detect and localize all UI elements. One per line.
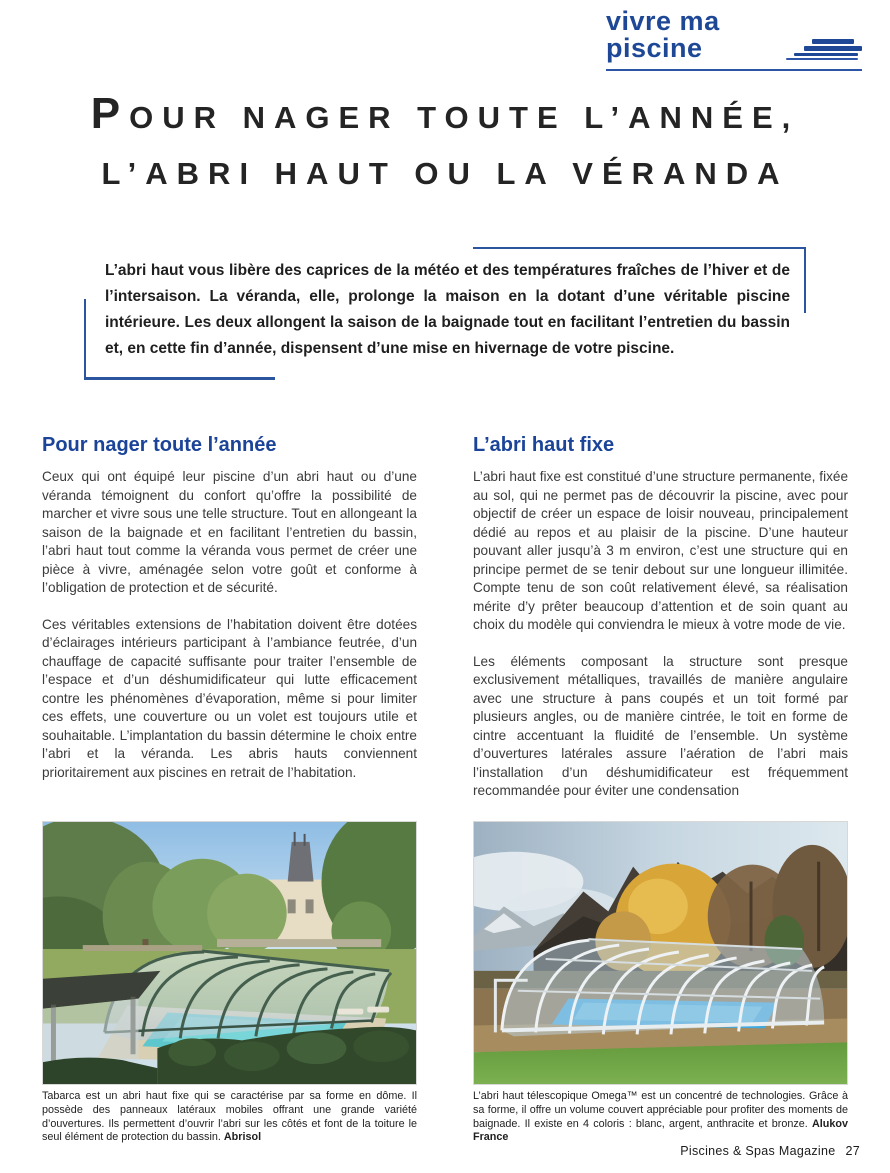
column-left bbox=[42, 432, 417, 819]
figure-left-brand: Abrisol bbox=[223, 1131, 262, 1144]
logo-underline bbox=[606, 69, 862, 71]
column-right bbox=[473, 432, 848, 819]
magazine-name: Piscines & Spas Magazine bbox=[680, 1144, 836, 1158]
figure-right-brand: Alukov France bbox=[473, 1117, 848, 1144]
intro-text: L’abri haut vous libère des caprices de la météo et des températures fraîches de l’hiver et de l’intersaison. La véranda, elle, prolonge la maison en la dotant d’une véritable piscine intérieure. Les deux allongent la saison de la baignade tout en facilitant l’entretien du bassin et, en cette fin d’année, dispensent d’une mise en hivernage de votre piscine. bbox=[105, 262, 790, 357]
article-title-line2: L’ABRI HAUT OU LA VÉRANDA bbox=[101, 156, 789, 191]
figure-right bbox=[473, 821, 848, 1145]
figure-left-caption bbox=[42, 1090, 417, 1145]
intro-block bbox=[84, 247, 806, 378]
right-column-paragraph-1: L’abri haut fixe est constitué d’une structure permanente, fixée au sol, qui ne permet pas de découvrir la piscine, avec pour objectif de créer un espace de loisir nouveau, principalement dédié au repos et au plaisir de la piscine. D’une hauteur pouvant aller jusqu’à 3 m environ, c’est une structure qui en principe permet de se tenir debout sur une longueur illimitée. Compte tenu de son coût relativement élevé, sa réalisation mérite d’y prêter beaucoup d’attention et de soin quant au choix du modèle qui conviendra le mieux à votre mode de vie. bbox=[473, 469, 848, 632]
magazine-logo bbox=[606, 8, 862, 71]
logo-wordmark: vivre ma piscine bbox=[606, 6, 720, 63]
right-column-heading: L’abri haut fixe bbox=[473, 434, 615, 456]
telescopic-pool-enclosure-photo bbox=[473, 821, 848, 1085]
wave-lines-icon bbox=[795, 35, 862, 65]
dome-pool-enclosure-photo bbox=[42, 821, 417, 1085]
page-number: 27 bbox=[845, 1144, 860, 1158]
left-column-heading: Pour nager toute l’année bbox=[42, 434, 277, 456]
figure-right-caption bbox=[473, 1090, 848, 1145]
figure-right-caption-text: L’abri haut télescopique Omega™ est un concentré de technologies. Grâce à sa forme, il offre un volume couvert appréciable pour profiter des moments de baignade. Il existe en 4 coloris : blanc, argent, anthracite et bronze. bbox=[473, 1090, 848, 1130]
article-title bbox=[0, 86, 890, 202]
left-column-paragraph-1: Ceux qui ont équipé leur piscine d’un abri haut ou d’une véranda témoignent du confort qu’offre la possibilité de marcher et vivre sous une telle structure. Tout en allongeant la saison de la baignade et en facilitant l’entretien du bassin, l’abri haut tout comme la véranda vous permet de créer une pièce à vivre, aménagée selon votre goût et conforme à l’obligation de protection et de sécurité. bbox=[42, 469, 417, 595]
figure-left bbox=[42, 821, 417, 1145]
page-footer bbox=[680, 1144, 860, 1158]
left-column-paragraph-2: Ces véritables extensions de l’habitation doivent être dotées d’éclairages intérieurs participant à l’ambiance feutrée, d’un chauffage de capacité suffisante pour traiter l’ensemble de l’espace et d’un déshumidificateur qui lutte efficacement contre les phénomènes d’évaporation, même si pour limiter ces effets, une couverture ou un volet est toujours utile et souhaitable. L’implantation du bassin détermine le choix entre l’abri et la véranda. Les abris hauts conviennent prioritairement aux piscines en retrait de l’habitation. bbox=[42, 616, 417, 780]
figure-left-caption-text: Tabarca est un abri haut fixe qui se caractérise par sa forme en dôme. Il possède des panneaux latéraux mobiles offrant une grande variété d’ouvertures. Ils permettent d’ouvrir l’abri sur les côtés et font de la toiture le seul élément de protection du bassin. bbox=[42, 1090, 417, 1144]
article-title-line1: POUR NAGER TOUTE L’ANNÉE, bbox=[90, 89, 800, 138]
right-column-paragraph-2: Les éléments composant la structure sont presque exclusivement métalliques, travaillés de manière angulaire avec une structure à pans coupés et un toit formé par plusieurs angles, ou de manière cintrée, le toit en forme de cintre accentuant la fluidité de l’ensemble. Un système d’ouvertures latérales assure l’aération de l’abri mais l’installation d’un déshumidificateur est fréquemment recommandée pour éviter une condensation bbox=[473, 653, 848, 798]
